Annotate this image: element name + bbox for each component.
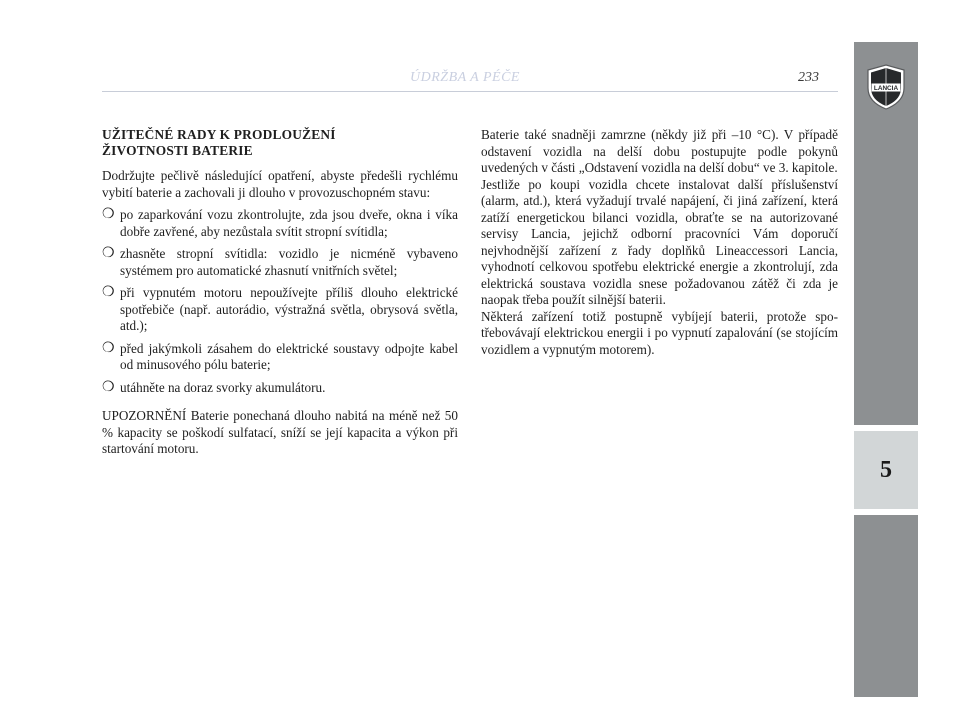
- bullet-circle-icon: ❍: [102, 379, 115, 395]
- tips-list: [102, 207, 458, 396]
- page-number: 233: [798, 70, 819, 85]
- list-item: [102, 341, 458, 374]
- sidebar-bottom-panel: [854, 515, 918, 697]
- lancia-logo-icon: [866, 64, 906, 110]
- header-title: ÚDRŽBA A PÉČE: [410, 70, 520, 85]
- bullet-circle-icon: ❍: [102, 246, 115, 261]
- right-paragraph-3: Některá zařízení totiž postupně vybíjejí baterii, protože spotřebovávají elektrickou energii i po vypnutí zapalování (se stojícím vozidlem a vypnutým motorem).: [481, 308, 838, 357]
- warning-paragraph: UPOZORNĚNÍ Baterie ponechaná dlouho nabitá na méně než 50 % kapacity se poškodí sulfatací, sníží se její kapacita a výkon při startování motoru.: [102, 408, 458, 456]
- section-heading: [102, 127, 458, 159]
- list-item: [102, 246, 458, 279]
- logo-text: LANCIA: [873, 85, 899, 92]
- list-item: [102, 285, 458, 335]
- right-paragraph-1: Baterie také snadněji zamrzne (někdy již při –10 °C). V případě odstavení vozidla na delší dobu postupujte podle pokynů uvedených v části „Odstavení vozidla na delší dobu“ ve 3. kapitole.: [481, 127, 838, 175]
- bullet-circle-icon: ❍: [102, 340, 115, 356]
- chapter-tab[interactable]: [854, 431, 918, 509]
- header-rule: [102, 91, 838, 92]
- section-heading-line2: ŽIVOTNOSTI BATERIE: [102, 143, 253, 158]
- list-item-text: utáhněte na doraz svorky akumulátoru.: [120, 379, 326, 395]
- list-item-text: po zaparkování vozu zkontrolujte, zda jsou dveře, okna i víka dobře zavřené, aby nezůstala svítit stropní svítidla;: [120, 207, 458, 239]
- left-column: [102, 127, 458, 458]
- chapter-sidebar: [854, 42, 918, 697]
- bullet-circle-icon: ❍: [102, 207, 115, 222]
- right-column: [481, 127, 838, 358]
- list-item-text: před jakýmkoli zásahem do elektrické soustavy odpojte kabel od minusového pólu baterie;: [120, 340, 458, 372]
- section-heading-line1: UŽITEČNÉ RADY K PRODLOUŽENÍ: [102, 127, 336, 142]
- chapter-number: 5: [880, 457, 892, 483]
- list-item: [102, 380, 458, 397]
- list-item: [102, 207, 458, 240]
- intro-paragraph: Dodržujte pečlivě následující opatření, abyste předešli rychlému vybití baterie a zachovali ji dlouho v provozuschopném stavu:: [102, 168, 458, 200]
- right-paragraph-2: Jestliže po koupi vozidla chcete instalovat další příslušenství (alarm, atd.), která vyžadují trvalé napájení, či jiná zařízení, která zatíží energetickou bilanci vozidla, obraťte se na autorizované servisy Lancia, jejichž odborní pracovníci Vám doporučí nejvhodnější zařízení z řady doplňků Lineaccessori Lancia, vyhodnotí celkovou spotřebu elektrické energie a zkontrolují, zda elektrická soustava vozidla snese požadovanou zátěž či zda je naopak třeba použít silnější baterii.: [481, 176, 838, 307]
- list-item-text: zhasněte stropní svítidla: vozidlo je nicméně vybaveno systémem pro automatické zhasnutí vnitřních světel;: [120, 246, 458, 278]
- list-item-text: při vypnutém motoru nepoužívejte příliš dlouho elektrické spotřebiče (např. autorádio, výstražná světla, obrysová světla, atd.);: [120, 285, 458, 333]
- sidebar-top-panel: [854, 42, 918, 425]
- bullet-circle-icon: ❍: [102, 285, 115, 300]
